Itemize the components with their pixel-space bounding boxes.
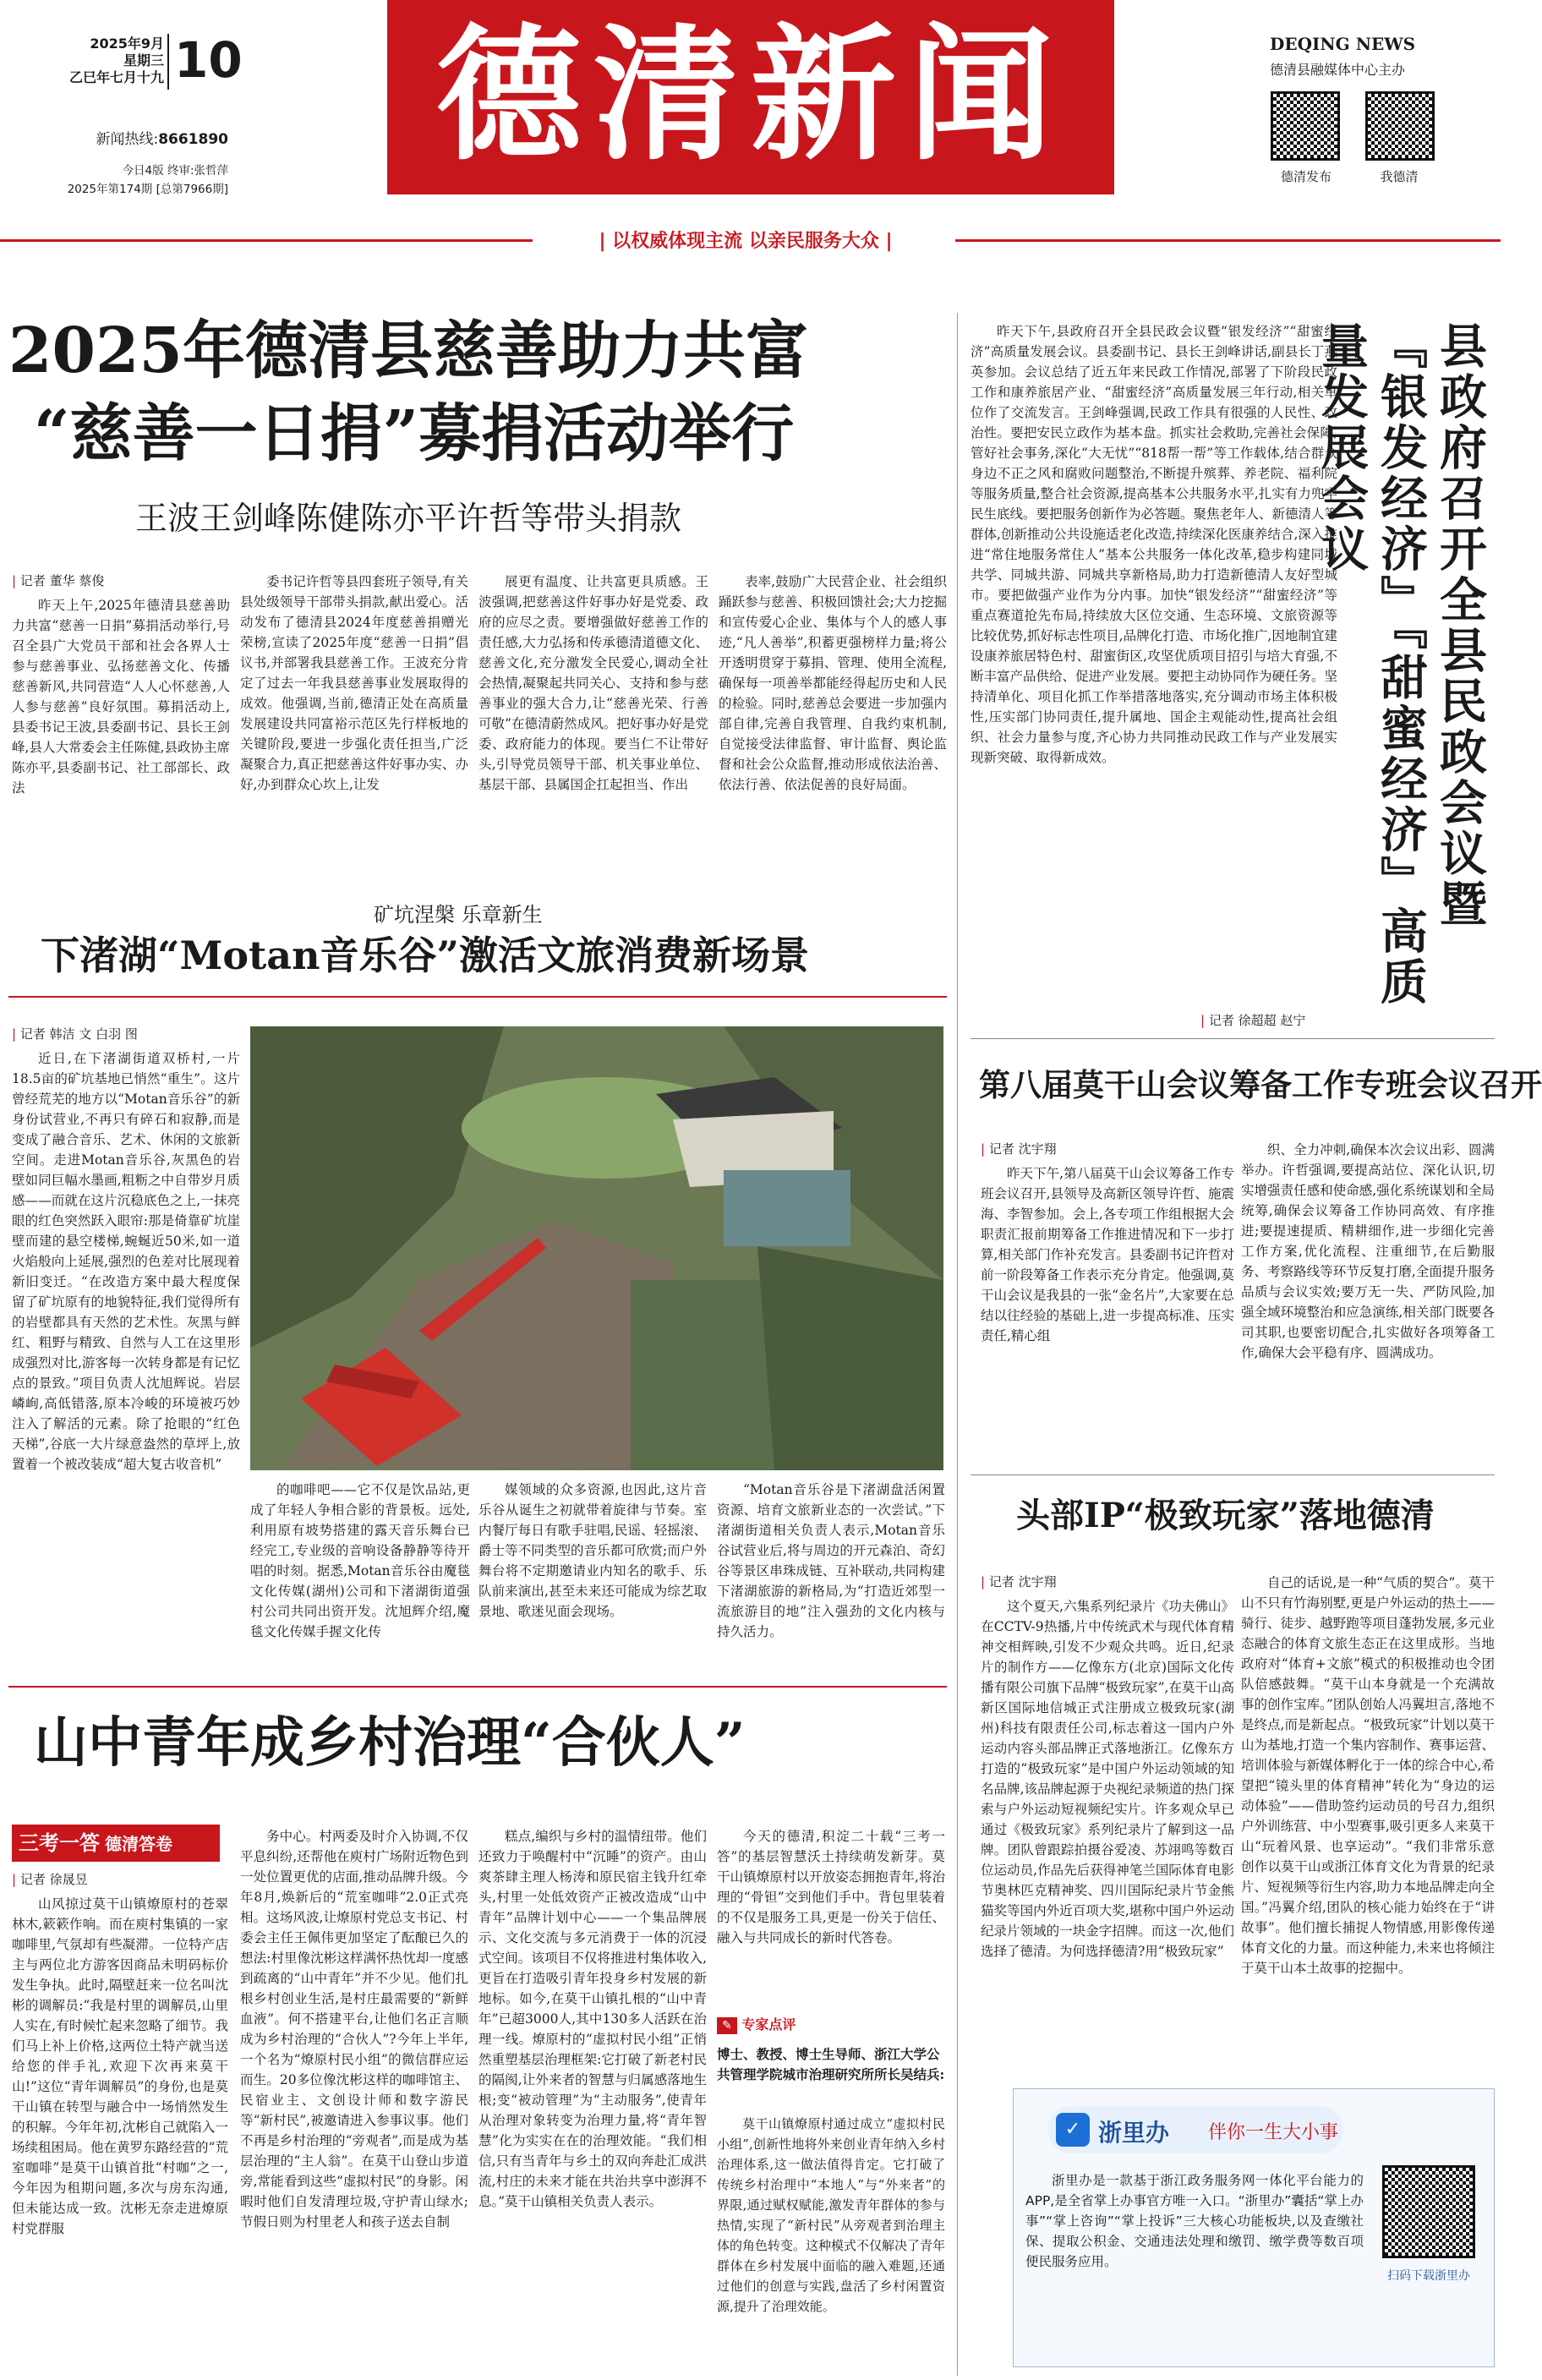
hotline bbox=[51, 127, 228, 148]
qr-code-icon[interactable] bbox=[1382, 2165, 1475, 2258]
lead-text-col2 bbox=[240, 572, 468, 912]
qr-code-icon bbox=[1365, 91, 1435, 161]
ip-text-col2 bbox=[1241, 1573, 1495, 2068]
paragraph: 昨天下午,县政府召开全县民政会议暨“银发经济”“甜蜜经济”高质量发展会议。县委副书记、县长王剑峰讲话,副县长丁燕英参加。会议总结了近五年来民政工作情况,部署了下阶段民政工作和康养旅居产业、“甜蜜经济”高质量发展三年行动,相关单位作了交流发言。王剑峰强调,民政工作具有很强的人民性、政治性。要把安民立政作为基本盘。抓实社会救助,完善社会保障,管好社会事务,深化“大无忧”“818帮一帮”等工作载体,结合群众身边不正之风和腐败问题整治,不断提升殡葬、养老院、福利院等服务质量,整合社会资源,提高基本公共服务水平,扎实有力兜牢民生底线。要把服务创新作为必答题。聚焦老年人、新德清人等群体,创新推动公共设施适老化改造,持续深化医康养结合,深入推进“常住地服务常住人”基本公共服务一体化改革,稳步构建同城共学、同城共游、同城共享新格局,助力打造新德清人友好型城市。要把做强产业作为分内事。加快“银发经济”“甜蜜经济”等重点赛道抢先布局,持续放大区位交通、生态环境、文旅资源等比较优势,抓好标志性项目,品牌化打造、市场化推广,因地制宜建设康养旅居特色村、甜蜜街区,攻坚优质项目招引与培大育强,不断丰富产品供给、促进产业发展。要把主动协同作为硬任务。坚持清单化、项目化抓工作举措落地落实,充分调动市场主体积极性,压实部门协同责任,提升属地、国企主观能动性,提高社会组织、社会力量参与度,齐心协力共同推动民政工作与产业发展实现新突破、取得新成效。 bbox=[971, 324, 1338, 765]
lead-text-col1 bbox=[12, 595, 230, 912]
ip-text-col1 bbox=[981, 1596, 1234, 2068]
meeting-text bbox=[971, 321, 1337, 1004]
lead-subtitle: 王波王剑峰陈健陈亦平许哲等带头捐款 bbox=[135, 500, 682, 537]
moganshan-headline[interactable]: 第八届莫干山会议筹备工作专班会议召开 bbox=[979, 1066, 1542, 1103]
byline-text: 记者 沈宇翔 bbox=[988, 1574, 1057, 1589]
paragraph: 昨天下午,第八届莫干山会议筹备工作专班会议召开,县领导及高新区领导许哲、施震海、李智参加。会上,各专项工作组根据大会职责汇报前期筹备工作推进情况和下一步打算,相关部门作补充发言。县委副书记许哲对前一阶段筹备工作表示充分肯定。他强调,莫干山会议是我县的一张“金名片”,大家要在总结以往经验的基础上,进一步提高标准、压实责任,精心组 bbox=[981, 1166, 1234, 1343]
byline: | 记者 徐晟昱 bbox=[12, 1872, 88, 1887]
lead-text-col3 bbox=[478, 572, 708, 912]
english-title: DEQING NEWS bbox=[1270, 34, 1416, 54]
youth-text-col3 bbox=[478, 1826, 707, 2376]
comment-icon: ✎ bbox=[717, 2017, 737, 2034]
byline: | 记者 韩洁 文 白羽 图 bbox=[12, 1026, 138, 1042]
qr-code-icon bbox=[1271, 91, 1340, 161]
qr-label: 我德清 bbox=[1380, 169, 1419, 184]
byline-text: 记者 徐超超 赵宁 bbox=[1208, 1013, 1306, 1028]
issue-date bbox=[51, 36, 164, 86]
section-rule bbox=[971, 1038, 1495, 1039]
paragraph: 昨天上午,2025年德清县慈善助力共富“慈善一日捐”募捐活动举行,号召全县广大党员干部和社会各界人士参与慈善事业、弘扬慈善文化、传播慈善新风,共同营造“人人心怀慈善,人人参与慈善”良好氛围。募捐活动上,县委书记王波,县委副书记、县长王剑峰,县人大常委会主任陈健,县政协主席陈亦平,县委副书记、社工部部长、政法 bbox=[12, 598, 230, 796]
meeting-vertical-headline[interactable]: 县政府召开全县民政会议暨『银发经济』『甜蜜经济』高质量发展会议 bbox=[1314, 321, 1488, 1008]
slogan-text: 以权威体现主流 以亲民服务大众 bbox=[612, 231, 879, 252]
paragraph: 委书记许哲等县四套班子领导,有关县处级领导干部带头捐款,献出爱心。活动发布了德清县2024年度慈善捐赠光荣榜,宣读了2025年度“慈善一日捐”倡议书,并部署我县慈善工作。王波充分肯定了过去一年我县慈善事业发展取得的成效。他强调,当前,德清正处在高质量发展建设共同富裕示范区先行样板地的关键阶段,要进一步强化责任担当,广泛凝聚合力,真正把慈善这件好事办实、办好,办到群众心坎上,让发 bbox=[240, 574, 468, 792]
youth-text-col1 bbox=[12, 1894, 228, 2376]
masthead-banner bbox=[387, 0, 1114, 194]
ad-brand: 浙里办 bbox=[1098, 2119, 1170, 2147]
paragraph: 织、全力冲刺,确保本次会议出彩、圆满举办。许哲强调,要提高站位、深化认识,切实增强责任感和使命感,强化系统谋划和全局统筹,确保会议筹备工作协同高效、有序推进;要提速提质、精耕细作,进一步细化完善工作方案,优化流程、注重细节,在后勤服务、考察路线等环节反复打磨,全面提升服务品质与会议实效;要万无一失、严防风险,加强全域环境整治和应急演练,相关部门既要各司其职,也要密切配合,扎实做好各项筹备工作,确保大会平稳有序、圆满成功。 bbox=[1241, 1142, 1495, 1360]
newspaper-title: 德清新闻 bbox=[436, 8, 1065, 180]
section-rule bbox=[8, 996, 947, 998]
paragraph: 展更有温度、让共富更具质感。王波强调,把慈善这件好事办好是党委、政府的应尽之责。要增强做好慈善工作的责任感,大力弘扬和传承德清道德文化、慈善文化,充分激发全民爱心,调动全社会热情,凝聚起共同关心、支持和参与慈善事业的强大合力,让“慈善光荣、行善可敬”在德清蔚然成风。把好事办好是党委、政府能力的体现。要当仁不让带好头,引导党员领导干部、机关事业单位、基层干部、县属国企扛起担当、作出 bbox=[478, 574, 708, 792]
lead-text-col4 bbox=[719, 572, 947, 912]
ad-banner bbox=[1047, 2106, 1343, 2153]
music-valley-illustration bbox=[250, 1026, 943, 1470]
slogan-rule bbox=[0, 239, 533, 242]
lunar-date: 乙巳年七月十九 bbox=[68, 69, 164, 85]
date-divider bbox=[167, 34, 169, 90]
ad-text: 浙里办是一款基于浙江政务服务网一体化平台能力的APP,是全省掌上办事官方唯一入口。“浙里办”囊括“掌上办事”“掌上咨询”“掌上投诉”三大核心功能板块,以及查缴社保、提取公积金、交通违法处理和缴罚、缴学费等数百项便民服务应用。 bbox=[1025, 2173, 1364, 2269]
paragraph: “Motan音乐谷是下渚湖盘活闲置资源、培育文旅新业态的一次尝试。”下渚湖街道相关负责人表示,Motan音乐谷试营业后,将与周边的开元森泊、奇幻谷等景区串珠成链、互补联动,共同构建下渚湖旅游的新格局,为“打造近郊型一流旅游目的地”注入强劲的文化内核与持久活力。 bbox=[717, 1482, 945, 1639]
expert-label-text: 专家点评 bbox=[741, 2016, 796, 2033]
byline-text: 记者 董华 蔡俊 bbox=[19, 573, 105, 588]
ad-slogan: 伴你一生大小事 bbox=[1208, 2122, 1339, 2143]
motan-kicker: 矿坑涅槃 乐章新生 bbox=[374, 903, 543, 927]
byline: | 记者 徐超超 赵宁 bbox=[1200, 1013, 1306, 1028]
paragraph: 媒领域的众多资源,也因此,这片音乐谷从诞生之初就带着旋律与节奏。室内餐厅每日有歌手驻唱,民谣、轻摇滚、爵士等不同类型的音乐都可欣赏;而户外舞台将不定期邀请业内知名的歌手、乐队前来演出,甚至未来还可能成为综艺取景地、歌迷见面会现场。 bbox=[478, 1482, 707, 1619]
paragraph: 自己的话说,是一种“气质的契合”。莫干山不只有竹海别墅,更是户外运动的热土——骑行、徒步、越野跑等项目蓬勃发展,多元业态融合的体育文旅生态正在这里成形。当地政府对“体育+文旅”模式的积极推动也令团队倍感鼓舞。“莫干山本身就是一个充满故事的创作宝库。”团队创始人冯翼坦言,落地不是终点,而是新起点。“极致玩家”计划以莫干山为基地,打造一个集内容制作、赛事运营、培训体验与新媒体孵化于一体的综合中心,希望把“镜头里的体育精神”转化为“身边的运动体验”——借助签约运动员的号召力,组织户外训练营、中小型赛事,吸引更多人来莫干山“玩着风景、也享运动”。“我们非常乐意创作以莫干山或浙江体育文化为背景的纪录片、短视频等衍生内容,助力本地品牌走向全国。”冯翼介绍,团队的核心能力始终在于“讲故事”。他们擅长捕捉人物情感,用影像传递体育文化的力量。而这种能力,未来也将倾注于莫干山本土故事的挖掘中。 bbox=[1241, 1575, 1495, 1976]
byline: | 记者 沈宇翔 bbox=[981, 1574, 1057, 1589]
moganshan-text-col1 bbox=[981, 1163, 1234, 1464]
slogan: | 以权威体现主流 以亲民服务大众 | bbox=[599, 231, 893, 252]
youth-text-col4 bbox=[717, 1826, 945, 2007]
lead-headline-line1[interactable]: 2025年德清县慈善助力共富 bbox=[8, 315, 808, 387]
expert-comment bbox=[717, 2114, 945, 2376]
column-logo-text: 三考一答 bbox=[19, 1831, 100, 1855]
qr-label: 德清发布 bbox=[1280, 169, 1331, 184]
paragraph: 这个夏天,六集系列纪录片《功夫佛山》在CCTV-9热播,片中传统武术与现代体育精神交相辉映,引发不少观众共鸣。近日,纪录片的制作方——亿像东方(北京)国际文化传播有限公司旗下品牌“极致玩家”,在莫干山高新区国际地信城正式注册成立极致玩家(湖州)科技有限责任公司,标志着这一国内户外运动内容头部品牌正式落地浙江。亿像东方打造的“极致玩家”是中国户外运动领域的知名品牌,该品牌起源于央视纪录频道的热门探索与户外运动短视频纪实片。许多观众早已通过《极致玩家》系列纪录片了解到这一品牌。团队曾跟踪拍摄谷爱凌、苏翊鸣等数百位运动员,作品先后获得神笔兰国际体育电影节奥林匹克精神奖、四川国际纪录片节金熊猫奖等国内外近百项大奖,堪称中国户外运动纪录片领域的一块金字招牌。而这一次,他们选择了德清。为何选择德清?用“极致玩家” bbox=[981, 1599, 1234, 1959]
paragraph: 表率,鼓励广大民营企业、社会组织踊跃参与慈善、积极回馈社会;大力挖掘和宣传爱心企业、集体与个人的感人事迹,“凡人善举”,积蓄更强榜样力量;将公开透明贯穿于募捐、管理、使用全流程,确保每一项善举都能经得起历史和人民的检验。同时,慈善总会要进一步加强内部自律,完善自我管理、自我约束机制,自觉接受法律监督、审计监督、舆论监督和社会公众监督,推动形成依法治善、依法行善、依法促善的良好局面。 bbox=[719, 574, 947, 792]
column-logo-subtext: 德清答卷 bbox=[105, 1834, 172, 1854]
music-valley-photo bbox=[250, 1026, 943, 1470]
youth-headline[interactable]: 山中青年成乡村治理“合伙人” bbox=[34, 1711, 746, 1775]
motan-text-col3 bbox=[478, 1480, 707, 1666]
paragraph: 糕点,编织与乡村的温情纽带。他们还致力于唤醒村中“沉睡”的资产。由山爽茶肆主理人杨涛和原民宿主钱升红牵头,村里一处低效资产正被改造成“山中青年”品牌计划中心——一个集品牌展示、文化交流与多元消费于一体的沉浸式空间。该项目不仅将推进村集体收入,更旨在打造吸引青年投身乡村发展的新地标。如今,在莫干山镇扎根的“山中青年”已超3000人,其中130多人活跃在治理一线。燎原村的“虚拟村民小组”正悄然重塑基层治理框架:它打破了新老村民的隔阂,让外来者的智慧与归属感落地生根;变“被动管理”为“主动服务”,使青年从治理对象转变为治理力量,将“青年智慧”化为实实在在的治理效能。“我们相信,只有当青年与乡土的双向奔赴汇成洪流,村庄的未来才能在共治共享中澎湃不息。”莫干山镇相关负责人表示。 bbox=[478, 1829, 707, 2209]
paragraph: 莫干山镇燎原村通过成立“虚拟村民小组”,创新性地将外来创业青年纳入乡村治理体系,这一做法值得肯定。它打破了传统乡村治理中“本地人”与“外来者”的界限,通过赋权赋能,激发青年群体的参与热情,实现了“新村民”从旁观者到治理主体的角色转变。这种模式不仅解决了青年群体在乡村发展中面临的融入难题,还通过他们的创意与实践,盘活了乡村闲置资源,提升了治理效能。 bbox=[717, 2116, 946, 2314]
section-rule bbox=[8, 1686, 947, 1688]
ip-headline[interactable]: 头部IP“极致玩家”落地德清 bbox=[1016, 1496, 1435, 1535]
page-number: 10 bbox=[174, 31, 243, 89]
motan-headline[interactable]: 下渚湖“Motan音乐谷”激活文旅消费新场景 bbox=[41, 933, 810, 978]
slogan-rule bbox=[955, 239, 1501, 242]
edition-info: 今日4版 终审:张哲萍 bbox=[122, 164, 228, 178]
sponsor: 德清县融媒体中心主办 bbox=[1270, 62, 1406, 78]
motan-text-col1 bbox=[12, 1048, 240, 1666]
weekday: 星期三 bbox=[123, 52, 164, 68]
motan-text-col4 bbox=[717, 1480, 945, 1666]
column-divider bbox=[957, 313, 958, 2376]
paragraph: 近日,在下渚湖街道双桥村,一片18.5亩的矿坑基地已悄然“重生”。这片曾经荒芜的地方以“Motan音乐谷”的新身份试营业,不再只有碎石和寂静,而是变成了融合音乐、艺术、休闲的文旅新空间。走进Motan音乐谷,灰黑色的岩壁如同巨幅水墨画,粗粝之中自带岁月质感——而就在这片沉稳底色之上,一抹亮眼的红色突然跃入眼帘:那是倚靠矿坑崖壁而建的悬空楼梯,蜿蜒近50米,如一道火焰般向上延展,强烈的色差对比展现着新旧变迁。“在改造方案中最大程度保留了矿坑原有的地貌特征,我们觉得所有的岩壁都具有天然的艺术性。灰黑与鲜红、粗野与精致、自然与人工在这里形成强烈对比,游客每一次转身都是有记忆点的景致。”项目负责人沈旭辉说。岩层嶙峋,高低错落,原本冷峻的环境被巧妙注入了解活的元素。除了抢眼的“红色天梯”,谷底一大片绿意盎然的草坪上,放置着一个被改装成“超大复古收音机” bbox=[12, 1051, 240, 1472]
column-logo bbox=[12, 1825, 220, 1862]
byline: | 记者 董华 蔡俊 bbox=[12, 573, 105, 588]
paragraph: 山风掠过莫干山镇燎原村的苍翠林木,簌簌作响。而在庾村集镇的一家咖啡里,气氛却有些凝滞。一位特产店主与两位北方游客因商品未明码标价发生争执。此时,隔壁赶来一位名叫沈彬的调解员:“我是村里的调解员,山里人实在,有时候忙起来忽略了细节。我们马上补上价格,这两位土特产就当送给您的伴手礼,欢迎下次再来莫干山!”这位“青年调解员”的身份,也是莫干山镇在转型与融合中一场悄然发生的积解。今年年初,沈彬自己就陷入一场续租困局。他在黄罗东路经营的“荒室咖啡”是莫干山镇首批“村咖”之一,今年因为租期问题,多次与房东沟通,但未能达成一致。沈彬无奈走进燎原村党群服 bbox=[12, 1896, 228, 2236]
expert-name: 博士、教授、博士生导师、浙江大学公共管理学院城市治理研究所所长吴结兵: bbox=[717, 2046, 945, 2082]
paragraph: 今天的德清,积淀二十载“三考一答”的基层智慧沃土持续萌发新芽。莫干山镇燎原村以开放姿态拥抱青年,将治理的“骨钽”交到他们手中。背包里装着的不仅是服务工具,更是一份关于信任、融入与共同成长的新时代答卷。 bbox=[717, 1829, 945, 1945]
motan-text-col2 bbox=[250, 1480, 470, 1666]
hotline-number: 8661890 bbox=[158, 131, 228, 148]
zheliban-ad[interactable] bbox=[1013, 2088, 1495, 2367]
youth-text-col2 bbox=[240, 1826, 468, 2376]
issue-info: 2025年第174期 [总第7966期] bbox=[67, 183, 228, 196]
moganshan-text-col2 bbox=[1241, 1140, 1495, 1464]
app-icon: ✓ bbox=[1056, 2113, 1090, 2147]
paragraph: 的咖啡吧——它不仅是饮品站,更成了年轻人争相合影的背景板。远处,利用原有坡势搭建的露天音乐舞台已经完工,专业级的音响设备静静等待开唱的时刻。据悉,Motan音乐谷由魔毯文化传媒(湖州)公司和下渚湖街道强村公司共同出资开发。沈旭辉介绍,魔毯文化传媒手握文化传 bbox=[250, 1482, 470, 1639]
byline-text: 记者 韩洁 文 白羽 图 bbox=[19, 1026, 138, 1042]
ad-qr-label: 扫码下载浙里办 bbox=[1387, 2269, 1470, 2283]
date-year-month: 2025年9月 bbox=[90, 36, 164, 52]
hotline-label: 新闻热线: bbox=[96, 131, 159, 148]
byline-text: 记者 沈宇翔 bbox=[988, 1141, 1057, 1157]
byline-text: 记者 徐晟昱 bbox=[19, 1872, 88, 1887]
byline: | 记者 沈宇翔 bbox=[981, 1141, 1057, 1157]
lead-headline-line2[interactable]: “慈善一日捐”募捐活动举行 bbox=[34, 397, 795, 470]
paragraph: 务中心。村两委及时介入协调,不仅平息纠纷,还帮他在庾村广场附近物色到一处位置更优的店面,推动品牌升级。今年8月,焕新后的“荒室咖啡”2.0正式亮相。这场风波,让燎原村党总支书记、村委会主任王佩伟更加坚定了酝酿已久的想法:村里像沈彬这样满怀热忱却一度感到疏离的“山中青年”并不少见。他们扎根乡村创业生活,是村庄最需要的“新鲜血液”。何不搭建平台,让他们名正言顺成为乡村治理的“合伙人”?今年上半年,一个名为“燎原村民小组”的微信群应运而生。20多位像沈彬这样的咖啡馆主、民宿业主、文创设计师和数字游民等“新村民”,被邀请进入参事议事。他们不再是乡村治理的“旁观者”,而是成为基层治理的“主人翁”。在莫干山登山步道旁,常能看到这些“虚拟村民”的身影。闲暇时他们自发清理垃圾,守护青山绿水;节假日则为村里老人和孩子送去自制 bbox=[240, 1829, 468, 2230]
expert-label bbox=[717, 2014, 796, 2034]
